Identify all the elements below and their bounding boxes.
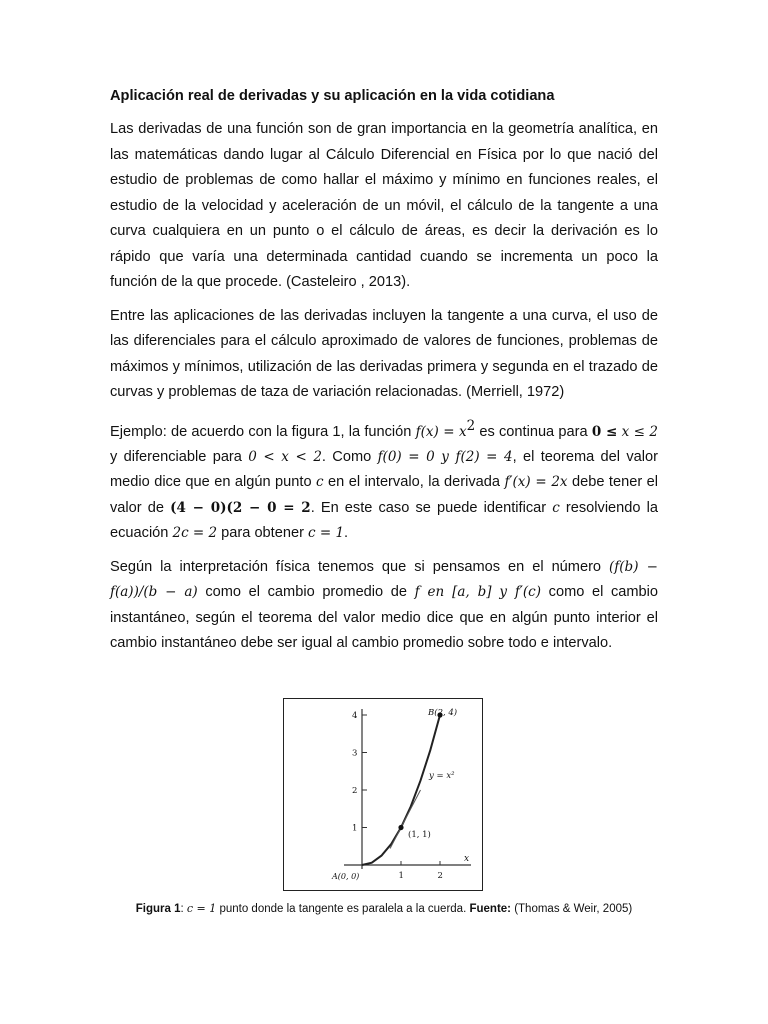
text-run: es continua para: [475, 423, 592, 440]
point-mid-label: (1, 1): [408, 830, 431, 840]
math-expression: f′(x) = 2x: [504, 474, 568, 491]
caption-math: c = 1: [186, 902, 217, 915]
math-expression: 0 ≤: [591, 423, 618, 440]
text-run: para obtener: [217, 525, 308, 542]
text-run: en el intervalo, la derivada: [323, 474, 505, 491]
text-run: . Como: [321, 448, 378, 465]
figure-caption: [110, 898, 658, 920]
curve-label: y = x²: [429, 771, 455, 781]
math-expression: 0 < x < 2: [248, 448, 322, 465]
document-body: [110, 83, 658, 665]
point-a-label: A(0, 0): [332, 872, 360, 881]
math-expression: c = 1: [308, 525, 345, 542]
math-expression: f(x) = x: [415, 423, 467, 440]
math-expression: x ≤ 2: [621, 423, 658, 440]
math-expression: c: [552, 499, 560, 516]
document-title: Aplicación real de derivadas y su aplicación en la vida cotidiana: [110, 88, 555, 104]
y-tick-label: 4: [352, 711, 358, 721]
text-run: , el teorema del valor medio dice que en algún punto: [110, 448, 658, 491]
paragraph-4: [110, 555, 658, 657]
text-run: Ejemplo: de acuerdo con la figura 1, la función: [110, 423, 416, 440]
figure-plot: [284, 699, 482, 890]
caption-text: punto donde la tangente es paralela a la cuerda.: [216, 903, 470, 915]
x-axis-ticks: [399, 861, 443, 881]
math-expression: c: [316, 474, 324, 491]
figure-1: [283, 698, 483, 891]
caption-colon: :: [180, 903, 187, 915]
x-axis-label: x: [464, 854, 470, 864]
text-run: y diferenciable para: [110, 448, 249, 465]
text-run: como el cambio instantáneo, según el teorema del valor medio dice que en algún punto interior el cambio instantáneo debe ser igual al cambio promedio sobre todo e intervalo.: [110, 584, 659, 652]
y-tick-label: 3: [352, 748, 358, 759]
text-run: debe tener el valor de: [110, 474, 658, 516]
text-run: .: [344, 525, 349, 542]
x-tick-label: 1: [398, 871, 404, 881]
x-tick-label: 2: [437, 871, 443, 881]
parabola-curve: [362, 715, 440, 865]
point-b-label: B(2, 4): [428, 708, 458, 718]
math-expression: f(0) = 0 y f(2) = 4: [377, 448, 513, 465]
paragraph-1: Las derivadas de una función son de gran importancia en la geometría analítica, en las matemáticas dando lugar al Cálculo Diferencial en Física por lo que nació del estudio de problemas de como hallar el máximo y mínimo en funciones reales, el estudio de la velocidad y aceleración de un móvil, el cálculo de la tangente a una curva cualquiera en un punto o el cálculo de áreas, es decir la derivación es lo rápido que varía una determinada cantidad cuando se incrementa un poco la función de la que procede. (Casteleiro , 2013).: [110, 121, 658, 290]
caption-source: (Thomas & Weir, 2005): [511, 903, 633, 915]
paragraph-2: Entre las aplicaciones de las derivadas incluyen la tangente a una curva, el uso de las diferenciales para el cálculo aproximado de valores de funciones, problemas de máximos y mínimos, utilización de las derivadas primera y segunda en el trazado de curvas y problemas de taza de variación relacionadas. (Merriell, 1972): [110, 307, 658, 400]
y-axis-ticks: [352, 711, 367, 834]
math-expression: (f(b) − f(a))/(b − a): [110, 558, 658, 601]
math-expression: f en [a, b] y f′(c): [414, 584, 542, 601]
text-run: como el cambio promedio de: [197, 584, 415, 601]
text-run: resolviendo la ecuación: [110, 499, 658, 542]
text-run: . En este caso se puede identificar: [310, 499, 553, 516]
y-tick-label: 2: [352, 786, 358, 796]
y-tick-label: 1: [352, 823, 358, 834]
math-superscript: 2: [466, 417, 476, 434]
math-expression: 2c = 2: [172, 525, 218, 542]
caption-source-label: Fuente:: [469, 903, 511, 915]
text-run: Según la interpretación física tenemos que si pensamos en el número: [110, 558, 610, 575]
math-expression: (4 − 0)(2 − 0 = 2: [170, 499, 311, 516]
caption-label: Figura 1: [135, 903, 181, 915]
point-mid-marker: [398, 825, 403, 830]
paragraph-3: [110, 414, 658, 547]
